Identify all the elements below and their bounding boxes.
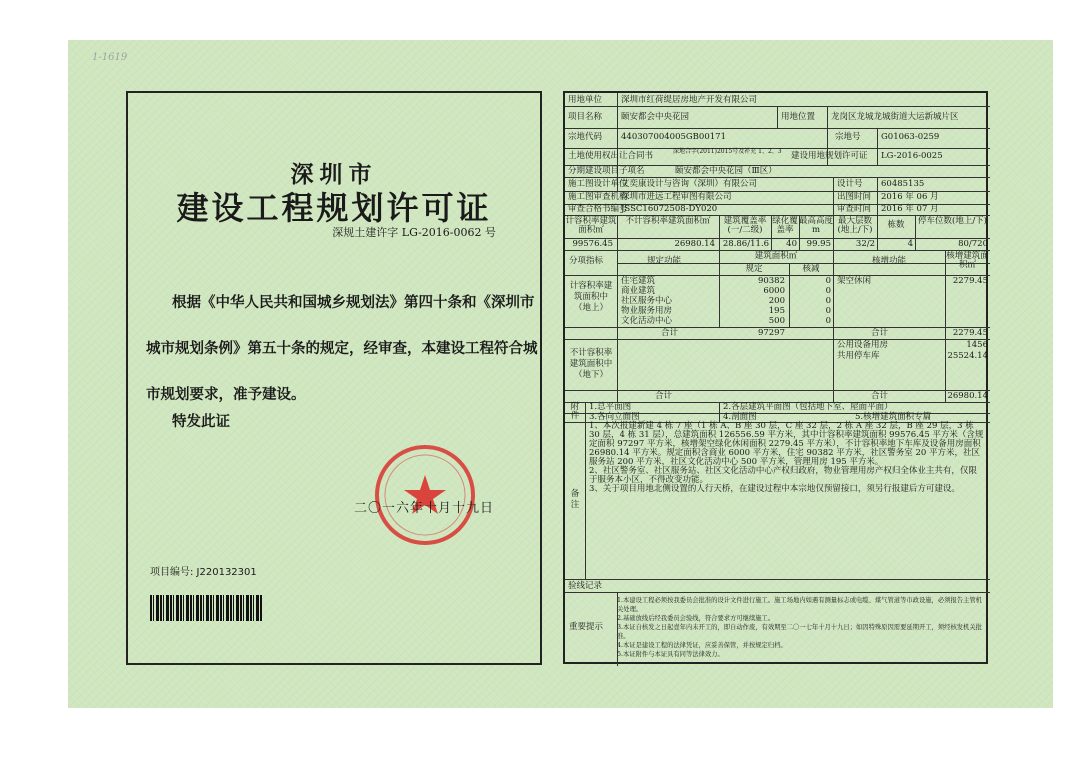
fa-row-2-cut: 0: [825, 286, 831, 296]
metric-header-4: 绿化覆盖率: [772, 216, 798, 236]
land-location-label: 用地位置: [781, 112, 816, 122]
fa-row-3-name: 社区服务中心: [621, 296, 673, 306]
fa-row-5-name: 文化活动中心: [621, 316, 673, 326]
added-item-value: 2279.45: [952, 276, 988, 286]
nfa-total-value: 26980.14: [947, 391, 988, 401]
fa-subtotal-label: 合计: [661, 328, 679, 338]
body-line-1: 根据《中华人民共和国城乡规划法》第四十条和《深圳市: [172, 294, 535, 311]
pencil-mark: 1-1619: [92, 52, 128, 63]
review-no-label: 审查合格书编号: [568, 204, 628, 214]
tip-2: 2.基础放线后经我委员会验线，符合要求方可继续施工。: [617, 615, 775, 622]
tip-5: 5.本证附件与本证具有同等法律效力。: [617, 651, 724, 658]
fa-row-5-cut: 0: [825, 316, 831, 326]
area-index-header: 分项指标: [569, 256, 604, 266]
permit-value: LG-2016-0025: [881, 151, 943, 161]
remark-1: 1、本次报建新建 4 栋 7 座（1 栋 A、B 座 30 层，C 座 32 层，2 栋 A 座 32 层，B 座 29 层，3 栋 30 层，4 栋 31 层），总建筑面积 126556.59 平方米，其中计容积率建筑面积 99576.45 平方米（含规定面积 97297 平方米，核增架空绿化休闲面积 2279.45 平方米），不计容积率地下车库及设备用房面积 26980.14 平方米。规定面积含商业 6000 平方米，住宅 90382 平方米，社区警务室 20 平方米，社区服务站 200 平方米，社区文化活动中心 500 平方米，管理用房 195 平方米。: [589, 421, 984, 467]
metric-header-6: 最大层数(地上/下): [837, 216, 873, 236]
nfa-total-label-left: 合计: [655, 391, 673, 401]
contract-label: 土地使用权出让合同书: [568, 151, 654, 161]
attachment-1: 1.总平面图: [589, 402, 632, 412]
design-unit-value: 艾奕康设计与咨询（深圳）有限公司: [621, 179, 758, 189]
barcode-icon: [150, 595, 262, 621]
review-no-value: JSSC16072508-DY020: [621, 204, 718, 214]
parcel-no-label: 宗地号: [835, 132, 861, 142]
metric-value-6: 32/2: [855, 239, 875, 249]
fa-row-2-name: 商业建筑: [621, 286, 656, 296]
added-total-value: 2279.45: [952, 328, 988, 338]
fa-row-4-cut: 0: [825, 306, 831, 316]
metric-header-5: 最高高度m: [799, 216, 834, 236]
metric-value-1: 99576.45: [572, 239, 613, 249]
tip-1: 1.本建设工程必须按我委员会批准的设计文件进行施工。施工场地内如遇有测量标志或电缆、煤气管道等市政设施，必须报告主管机关处理。: [617, 597, 982, 613]
contract-value: 深地合字(2011)2015号及补充 1、2、3: [673, 148, 782, 155]
area-verified-header: 核减: [802, 264, 820, 274]
review-org-label: 施工图审查机构: [568, 192, 628, 202]
fa-row-2-value: 6000: [763, 286, 785, 296]
area-header: 建筑面积㎡: [754, 251, 798, 261]
design-cert-value: 60485135: [881, 179, 925, 189]
metric-value-3: 28.86/11.6: [722, 239, 769, 249]
project-number: 项目编号: J220132301: [150, 567, 257, 578]
fa-row-1-cut: 0: [825, 276, 831, 286]
tip-3: 3.本证自核发之日起壹年内未开工的，即自动作废，有效期至二〇一七年十月十九日；如因特殊原因需要延期开工，须经核发机关批准。: [617, 624, 982, 640]
remark-3: 3、关于项目用地北侧设置的人行天桥，在建设过程中本宗地仅预留接口，须另行报建后方可建设。: [589, 484, 960, 494]
land-unit-value: 深圳市红荷缇居房地产开发有限公司: [621, 95, 758, 105]
fa-label: 计容积率建筑面积中（地上）: [569, 281, 613, 313]
parcel-code-label: 宗地代码: [568, 132, 603, 142]
permit-label: 建设用地规划许可证: [791, 151, 868, 161]
fa-row-3-value: 200: [768, 296, 785, 306]
remarks-text: [589, 422, 985, 494]
added-total-label: 合计: [871, 328, 889, 338]
nfa-row-1-name: 公用设备用房: [837, 340, 889, 350]
certificate-body: [146, 280, 538, 418]
right-page: [563, 91, 988, 664]
nfa-label: 不计容积率建筑面积中（地下）: [569, 348, 613, 380]
parcel-no-value: G01063-0259: [881, 132, 940, 142]
tips-text: [617, 596, 987, 659]
metric-value-4: 40: [786, 239, 797, 249]
design-unit-label: 施工图设计单位: [568, 179, 628, 189]
review-org-value: 深圳市进远工程审图有限公司: [621, 192, 732, 202]
nfa-row-2-value: 25524.14: [947, 351, 988, 361]
tip-4: 4.本证是建设工程的法律凭证，应妥善保管，并按规定归档。: [617, 642, 787, 649]
fa-subtotal-value: 97297: [757, 328, 785, 338]
review-date-value: 2016 年 07 月: [881, 204, 939, 214]
design-cert-label: 设计号: [837, 179, 863, 189]
nfa-total-label: 合计: [871, 391, 889, 401]
area-fixed-header: 规定: [745, 264, 763, 274]
review-date-label: 审查时间: [837, 204, 872, 214]
parcel-code-value: 440307004005GB00171: [621, 132, 726, 142]
city-name: 深圳市: [290, 161, 378, 188]
metric-header-8: 停车位数(地上/下): [918, 216, 987, 226]
drawing-date-label: 出图时间: [837, 192, 872, 202]
metric-value-5: 99.95: [806, 239, 831, 249]
fa-row-4-value: 195: [768, 306, 785, 316]
fa-row-1-name: 住宅建筑: [621, 276, 656, 286]
body-line-2: 城市规划条例》第五十条的规定，经审查，本建设工程符合城: [146, 340, 538, 357]
phase-label: 分期建设项目子项名: [568, 166, 645, 176]
attach-label: 附件: [570, 402, 580, 421]
fa-row-4-name: 物业服务用房: [621, 306, 673, 316]
metric-header-7: 栋数: [887, 220, 905, 230]
fa-row-1-value: 90382: [757, 276, 785, 286]
metric-value-2: 26980.14: [674, 239, 715, 249]
project-name-label: 项目名称: [568, 112, 603, 122]
land-unit-label: 用地单位: [568, 95, 603, 105]
metric-header-1: 计容积率建筑面积㎡: [565, 216, 617, 236]
phase-value: 颐安都会中央花园（Ⅲ区）: [675, 166, 777, 176]
metric-header-2: 不计容积率建筑面积㎡: [625, 216, 711, 226]
special-issue: 特发此证: [172, 413, 230, 430]
issue-date: 二〇一六年十月十九日: [354, 501, 495, 516]
nfa-row-1-value: 1456: [966, 340, 988, 350]
metric-value-7: 4: [907, 239, 913, 249]
project-name-value: 颐安都会中央花园: [621, 112, 690, 122]
nfa-row-2-name: 共用停车库: [837, 351, 880, 361]
certificate-number: 深规土建许字 LG-2016-0062 号: [332, 226, 496, 239]
fa-row-5-value: 500: [768, 316, 785, 326]
metric-value-8: 80/720: [958, 239, 988, 249]
certificate-title: 建设工程规划许可证: [176, 189, 492, 227]
attachment-3: 3.各向立面图: [589, 412, 640, 422]
land-location-value: 龙岗区龙城龙城街道大运新城片区: [831, 112, 959, 122]
added-item-name: 架空休闲: [837, 276, 872, 286]
attachment-5: 5.核增建筑面积专篇: [855, 412, 932, 422]
attachment-4: 4.剖面图: [723, 412, 757, 422]
left-page: [126, 91, 542, 665]
tips-label: 重要提示: [569, 622, 604, 632]
fa-row-3-cut: 0: [825, 296, 831, 306]
acceptance-label: 验线记录: [568, 581, 603, 591]
official-seal-icon: [372, 442, 478, 548]
remarks-label: 备注: [570, 489, 580, 510]
metric-header-3: 建筑覆盖率(一/二级): [723, 216, 767, 236]
body-line-3: 市规划要求，准予建设。: [146, 386, 306, 403]
added-function-header: 核增功能: [871, 256, 906, 266]
attachment-2: 2.各层建筑平面图（包括地下室、屋面平面）: [723, 402, 893, 412]
drawing-date-value: 2016 年 06 月: [881, 192, 939, 202]
added-area-header: 核增建筑面积㎡: [946, 251, 989, 271]
area-function-header: 规定功能: [647, 256, 682, 266]
remark-2: 2、社区警务室、社区服务站、社区文化活动中心产权归政府，物业管理用房产权归全体业主共有，仅限于服务本小区，不得改变功能。: [589, 466, 977, 485]
